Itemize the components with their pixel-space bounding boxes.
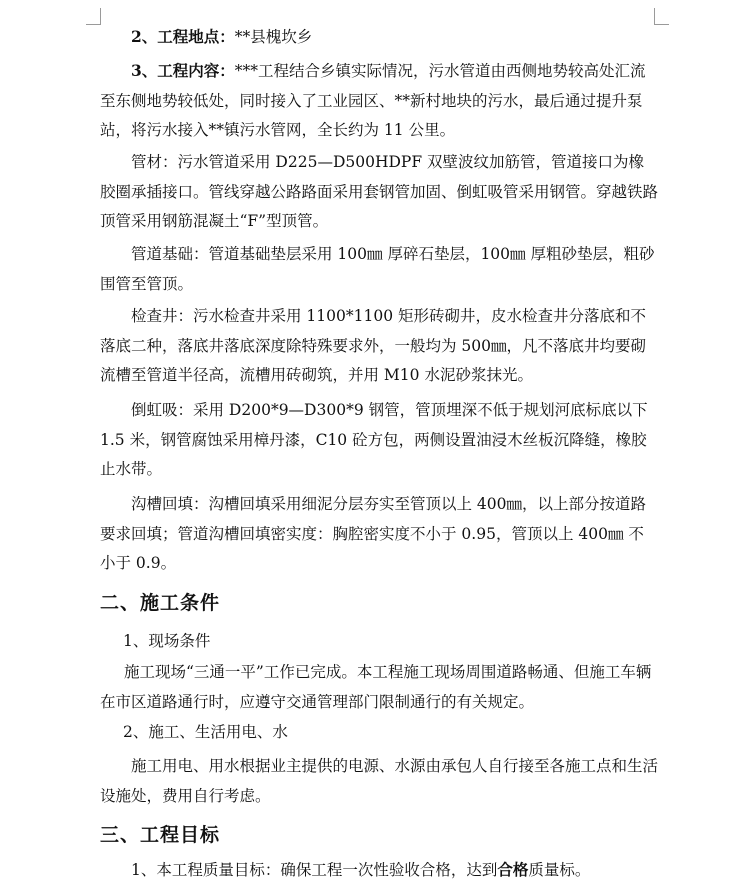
location-value: **县槐坎乡 [234, 28, 313, 46]
quality-goal-suffix: 质量标。 [528, 861, 591, 879]
quality-goal-emphasis: 合格 [497, 860, 529, 879]
section-heading-project-goals: 三、工程目标 [100, 824, 221, 846]
material-paragraph: 管材：污水管道采用 D225—D500HDPF 双壁波纹加筋管，管道接口为橡胶圈承插接口。管线穿越公路路面采用套钢管加固、倒虹吸管采用钢管。穿越铁路顶管采用钢筋混凝土“F”型顶管。 [100, 153, 659, 230]
page-corner-mark-left [86, 8, 101, 25]
content-paragraph [100, 56, 658, 146]
siphon-paragraph: 倒虹吸：采用 D200*9—D300*9 钢管，管顶埋深不低于规划河底标底以下 1.5 米，钢管腐蚀采用樟丹漆，C10 砼方包，两侧设置油浸木丝板沉降缝，橡胶止水带。 [100, 401, 648, 478]
location-paragraph [100, 22, 658, 53]
quality-goal-paragraph [131, 855, 658, 886]
location-label: 2、工程地点： [131, 27, 235, 46]
content-label: 3、工程内容： [131, 61, 235, 80]
utility-paragraph: 施工用电、用水根据业主提供的电源、水源由承包人自行接至各施工点和生活设施处，费用自行考虑。 [100, 757, 659, 805]
utility-title: 2、施工、生活用电、水 [123, 723, 288, 741]
section-heading-construction-conditions: 二、施工条件 [100, 592, 221, 614]
content-text: ***工程结合乡镇实际情况，污水管道由西侧地势较高处汇流至东侧地势较低处，同时接入了工业园区、**新村地块的污水，最后通过提升泵站，将污水接入**镇污水管网，全长约为 11 公里。 [100, 62, 646, 139]
backfill-paragraph: 沟槽回填：沟槽回填采用细泥分层夯实至管顶以上 400㎜，以上部分按道路要求回填；管道沟槽回填密实度：胸腔密实度不小于 0.95，管顶以上 400㎜ 不小于 0.9。 [100, 495, 647, 572]
foundation-paragraph: 管道基础：管道基础垫层采用 100㎜ 厚碎石垫层，100㎜ 厚粗砂垫层，粗砂围管至管顶。 [100, 245, 655, 293]
inspection-well-paragraph: 检查井：污水检查井采用 1100*1100 矩形砖砌井，皮水检查井分落底和不落底二种，落底井落底深度除特殊要求外，一般均为 500㎜，凡不落底井均要砌流槽至管道半径高，流槽用砖砌筑，并用 M10 水泥砂浆抹光。 [100, 307, 647, 384]
site-conditions-title: 1、现场条件 [123, 632, 211, 650]
site-conditions-paragraph: 施工现场“三通一平”工作已完成。本工程施工现场周围道路畅通、但施工车辆在市区道路通行时，应遵守交通管理部门限制通行的有关规定。 [100, 663, 652, 711]
quality-goal-text: 1、本工程质量目标：确保工程一次性验收合格，达到 [131, 861, 498, 879]
